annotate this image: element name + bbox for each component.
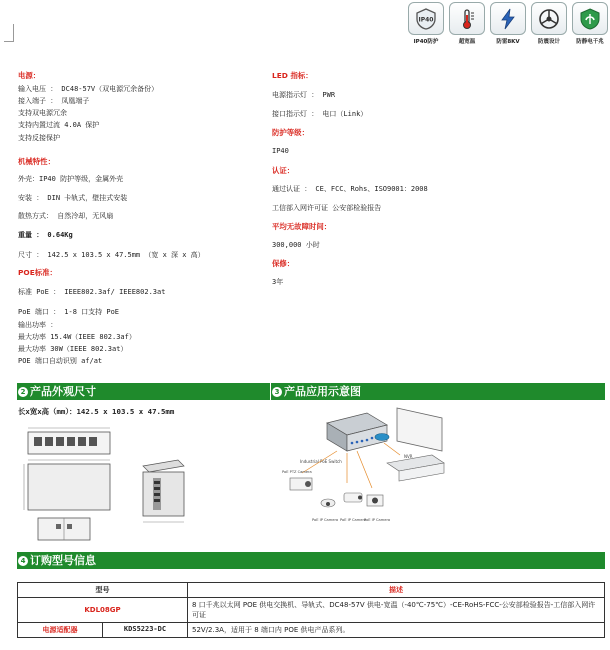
section-title: 订购型号信息 xyxy=(30,554,96,567)
feature-label: 防震设计 xyxy=(537,39,560,45)
feature-label: 防静电千兆 xyxy=(576,39,604,45)
section-number: 2 xyxy=(18,387,28,397)
spec-line: 接入端子 ： 凤凰端子 xyxy=(18,97,90,105)
spec-line: 外壳：IP40 防护等级，金属外壳 xyxy=(18,175,124,183)
antistatic-shield-icon xyxy=(572,2,608,35)
spec-line: 3年 xyxy=(272,278,284,286)
spec-line: 电源指示灯 ： PWR xyxy=(272,91,336,99)
ptz-camera-label: PoE PTZ Camera xyxy=(282,470,312,474)
box-camera-icon xyxy=(367,495,383,506)
router-icon xyxy=(375,434,389,441)
spec-line: 最大功率 15.4W（IEEE 802.3af） xyxy=(18,333,136,341)
spec-line: 重量 ： 0.64Kg xyxy=(18,231,73,239)
model-cell: 电源适配器 xyxy=(18,623,103,637)
nvr-icon xyxy=(387,455,444,481)
table-header-row xyxy=(18,583,605,598)
feature-shockproof xyxy=(531,2,567,45)
ip40-shield-icon xyxy=(408,2,444,35)
feature-label: 防雷8KV xyxy=(496,39,520,45)
feature-label: 超宽温 xyxy=(458,39,476,45)
column-header-description: 描述 xyxy=(188,583,605,598)
section-number: 4 xyxy=(18,556,28,566)
spec-line: 安装 ： DIN 卡轨式，壁挂式安装 xyxy=(18,194,128,202)
section-banner-order xyxy=(17,552,605,569)
side-view-drawing xyxy=(143,460,184,522)
thermometer-icon xyxy=(449,2,485,35)
section-banner-dimensions xyxy=(17,383,270,400)
spec-line: 标准 PoE ： IEEE802.3af/ IEEE802.3at xyxy=(18,288,166,296)
spec-line: 支持反接保护 xyxy=(18,134,60,142)
spec-heading-poe: POE标准： xyxy=(18,268,57,277)
front-view-drawing xyxy=(28,428,110,454)
spec-heading-warranty: 保修： xyxy=(272,259,295,268)
steering-wheel-icon xyxy=(531,2,567,35)
spec-line: IP40 xyxy=(272,147,289,155)
spec-line: 支持内置过流 4.0A 保护 xyxy=(18,121,100,129)
spec-line: 工信部入网许可证 公安部检验报告 xyxy=(272,204,382,212)
bottom-view-drawing xyxy=(38,518,90,540)
page-corner-mark xyxy=(4,24,14,42)
feature-wide-temp xyxy=(449,2,485,45)
feature-badges xyxy=(408,2,608,45)
model-cell-group xyxy=(18,623,188,638)
ptz-camera-icon xyxy=(290,478,312,490)
section-title: 产品外观尺寸 xyxy=(30,385,96,398)
table-row xyxy=(18,598,605,623)
switch-label: Industrial PoE Switch xyxy=(300,459,342,464)
spec-line: 输出功率 ： xyxy=(18,321,58,329)
feature-ip40 xyxy=(408,2,444,45)
spec-heading-certification: 认证： xyxy=(272,166,295,175)
spec-heading-led: LED 指标： xyxy=(272,71,313,80)
dimensions-text: 长x宽x高（mm）：142.5 x 103.5 x 47.5mm xyxy=(18,407,175,416)
spec-line: 300,000 小时 xyxy=(272,241,320,249)
application-diagram xyxy=(272,403,607,548)
ip-camera-label-1: PoE IP Camera xyxy=(312,518,339,522)
poe-switch-icon xyxy=(327,413,387,451)
spec-line: 输入电压 ： DC48-57V（双电源冗余备份） xyxy=(18,85,159,93)
lightning-icon xyxy=(490,2,526,35)
spec-line: 最大功率 30W（IEEE 802.3at） xyxy=(18,345,128,353)
spec-heading-mechanical: 机械特性： xyxy=(18,157,55,166)
spec-line: PoE 端口 ： 1-8 口支持 PoE xyxy=(18,308,120,316)
spec-line: 散热方式： 自然冷却，无风扇 xyxy=(18,212,114,220)
spec-line: POE 端口自动识别 af/at xyxy=(18,357,103,365)
feature-lightning xyxy=(490,2,526,45)
ip-camera-label-3: PoE IP Camera xyxy=(364,518,391,522)
feature-label: IP40防护 xyxy=(413,39,439,45)
spec-line: 通过认证 ： CE、FCC、Rohs、ISO9001：2008 xyxy=(272,185,428,193)
description-cell: 52V/2.3A，适用于 8 端口内 POE 供电产品系列。 xyxy=(188,623,605,638)
monitor-icon xyxy=(397,408,442,451)
column-header-model: 型号 xyxy=(18,583,188,598)
order-table xyxy=(17,582,605,638)
dome-camera-icon xyxy=(321,499,335,507)
nvr-label: NVR xyxy=(404,454,413,459)
spec-heading-power: 电源： xyxy=(18,71,41,80)
section-banner-application xyxy=(271,383,605,400)
model-cell: KDL08GP xyxy=(18,598,188,623)
dimension-drawing xyxy=(18,420,268,550)
top-view-drawing xyxy=(24,460,110,510)
section-number: 3 xyxy=(272,387,282,397)
ip-camera-label-2: PoE IP Camera xyxy=(340,518,367,522)
ip40-badge-text: IP40 xyxy=(418,16,434,23)
description-cell: 8 口千兆以太网 POE 供电交换机、导轨式、DC48-57V 供电-宽温（-40℃-75℃）-CE-RoHS-FCC-公安部检验报告-工信部入网许可证 xyxy=(188,598,605,623)
spec-line: 尺寸 ： 142.5 x 103.5 x 47.5mm （宽 x 深 x 高） xyxy=(18,251,205,259)
spec-heading-protection: 防护等级： xyxy=(272,128,309,137)
model-cell-secondary: KDS5223-DC xyxy=(123,625,167,633)
feature-antistatic xyxy=(572,2,608,45)
bullet-camera-icon xyxy=(344,493,362,502)
spec-line: 接口指示灯 ： 电口（Link） xyxy=(272,110,368,118)
table-row xyxy=(18,623,605,638)
spec-heading-mtbf: 平均无故障时间： xyxy=(272,222,332,231)
section-title: 产品应用示意图 xyxy=(284,385,361,398)
spec-line: 支持双电源冗余 xyxy=(18,109,67,117)
